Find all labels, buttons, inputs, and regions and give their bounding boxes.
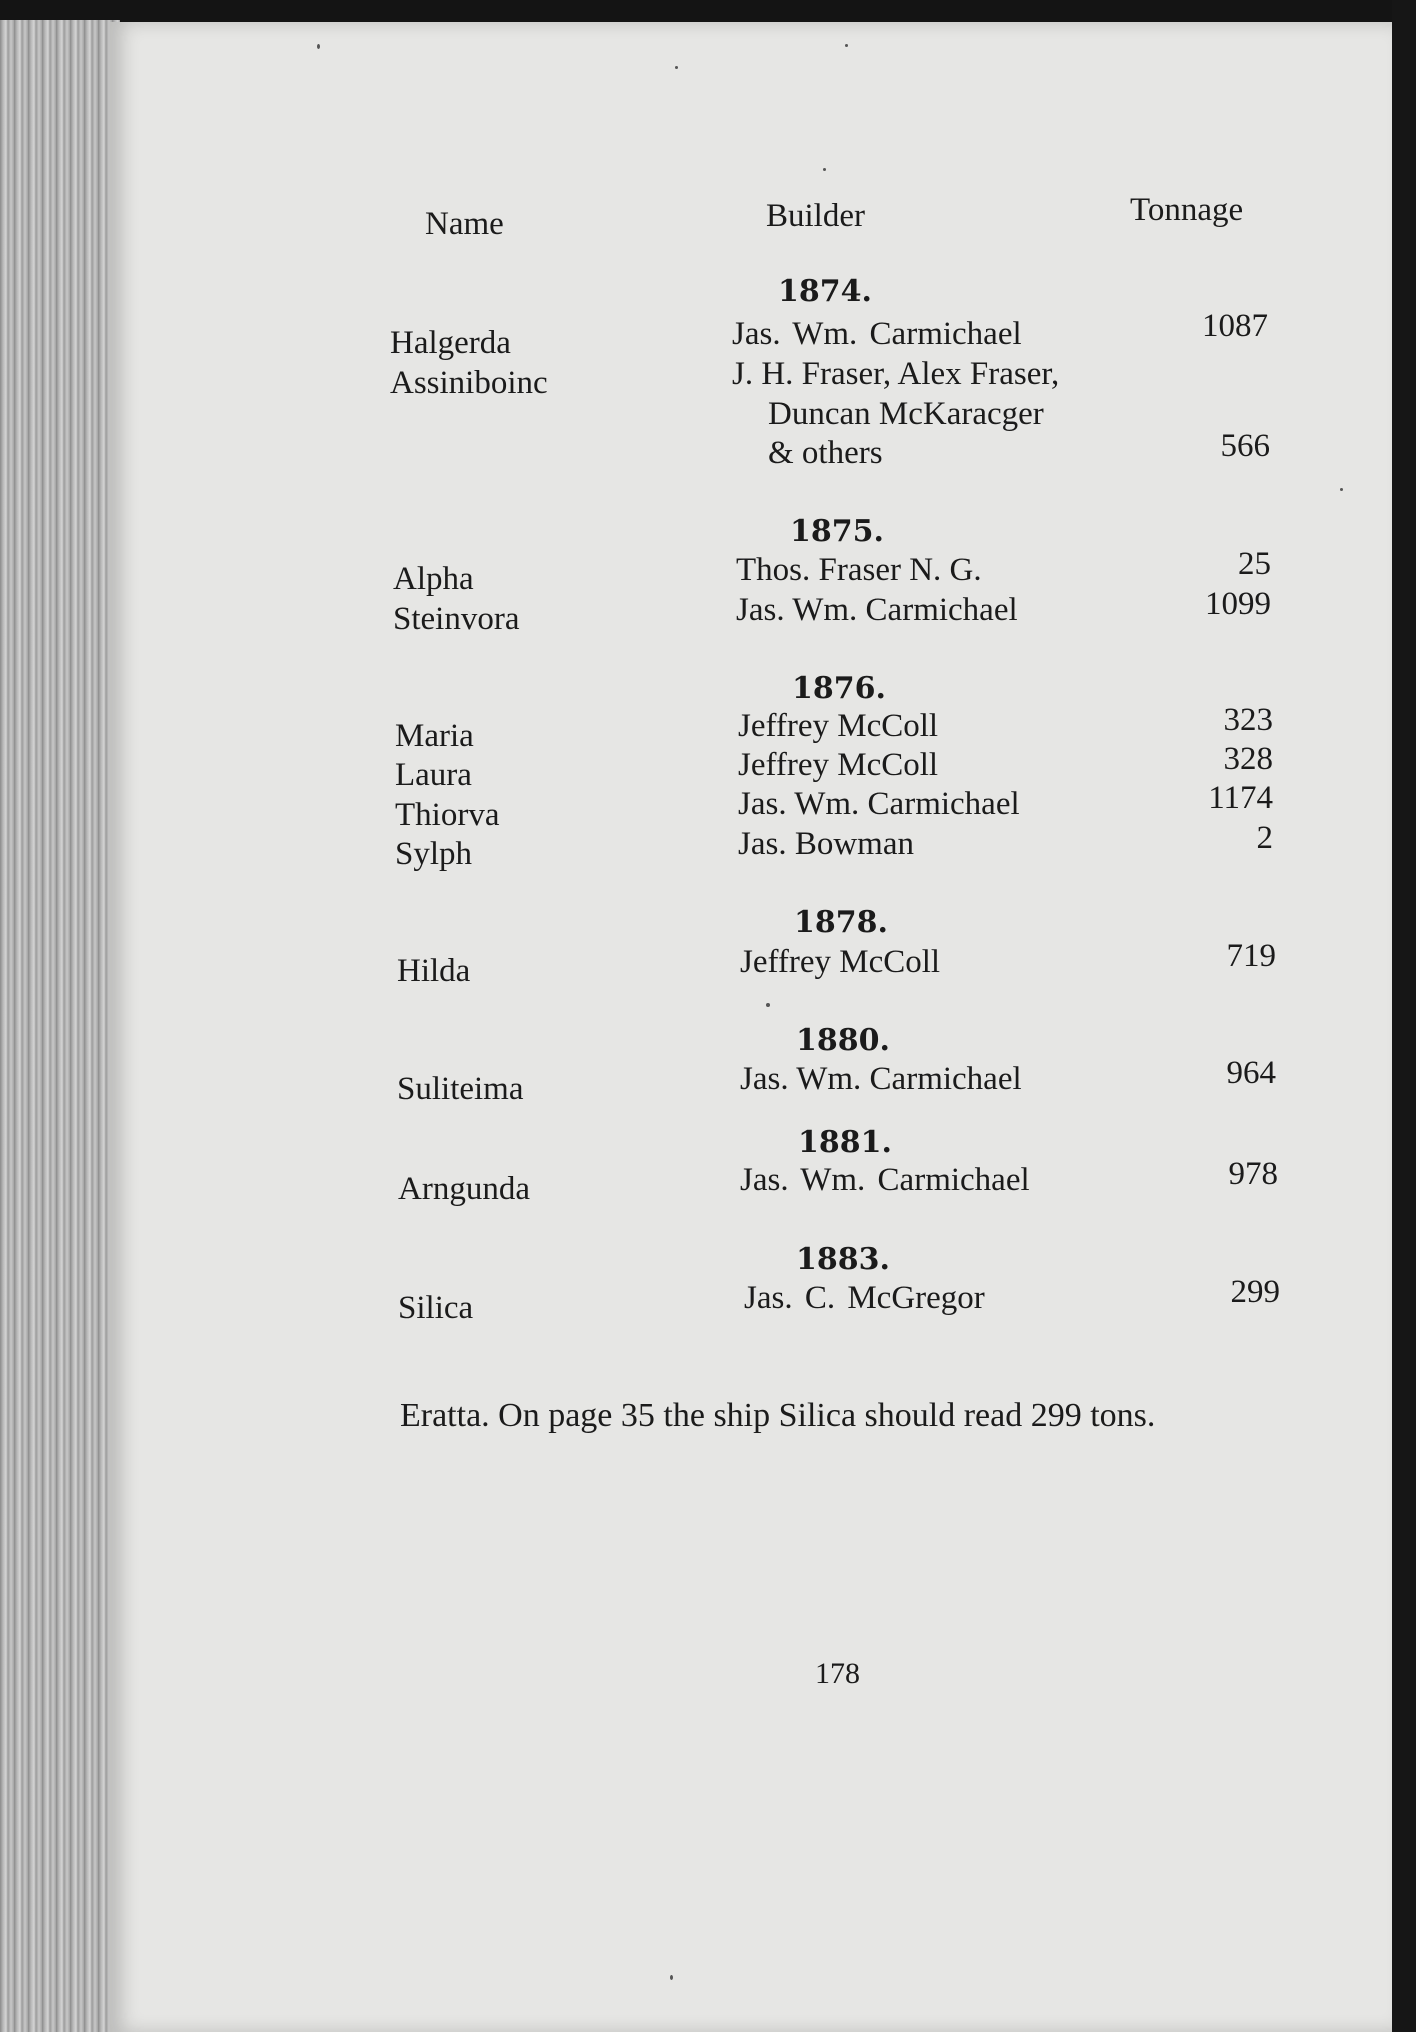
ship-name: Sylph: [395, 836, 473, 872]
ship-builder: Jas. Bowman: [738, 826, 914, 862]
ship-name: Steinvora: [393, 601, 520, 637]
year-heading: 1883.: [796, 1242, 890, 1277]
year-heading: 1878.: [794, 905, 888, 940]
ship-name: Suliteima: [397, 1071, 524, 1107]
ship-builder: Jas. Wm. Carmichael: [740, 1162, 1030, 1198]
ship-builder: Jeffrey McColl: [740, 944, 941, 980]
ship-tonnage: 1174: [1208, 780, 1273, 816]
ship-builder-continued: Duncan McKaracger: [768, 396, 1044, 432]
ship-builder: Jeffrey McColl: [738, 708, 939, 744]
ship-builder: Jas. Wm. Carmichael: [736, 592, 1018, 628]
ship-tonnage: 2: [1256, 820, 1273, 856]
ship-tonnage: 1087: [1202, 308, 1268, 344]
ship-builder: Jas. Wm. Carmichael: [740, 1061, 1022, 1097]
ship-tonnage: 719: [1226, 938, 1276, 974]
ship-name: Hilda: [397, 953, 471, 989]
ship-tonnage: 1099: [1205, 586, 1271, 622]
year-heading: 1881.: [798, 1125, 892, 1160]
ship-tonnage: 25: [1238, 546, 1271, 582]
year-heading: 1875.: [790, 514, 884, 549]
scan-speck: [845, 44, 848, 47]
ship-tonnage: 566: [1220, 428, 1270, 464]
year-heading: 1880.: [796, 1023, 890, 1058]
page-number: 178: [815, 1657, 860, 1690]
header-tonnage: Tonnage: [1130, 192, 1244, 228]
ship-name: Alpha: [393, 561, 474, 597]
ship-tonnage: 978: [1228, 1156, 1278, 1192]
ship-builder: Jas. Wm. Carmichael: [738, 786, 1020, 822]
ship-builder: Jas. C. McGregor: [744, 1280, 985, 1316]
scan-speck: [1340, 488, 1343, 491]
scan-speck: [766, 1003, 770, 1007]
year-heading: 1876.: [792, 671, 886, 706]
page-edges: [0, 20, 120, 2032]
ship-builder: Thos. Fraser N. G.: [736, 552, 982, 588]
ship-builder-continued: & others: [768, 435, 883, 471]
header-builder: Builder: [766, 198, 865, 234]
ship-builder: Jeffrey McColl: [738, 747, 939, 783]
ship-name: Thiorva: [395, 797, 500, 833]
ship-name: Arngunda: [398, 1171, 530, 1207]
ship-tonnage: 964: [1226, 1055, 1276, 1091]
scan-right-border: [1392, 0, 1416, 2032]
scan-top-border: [0, 0, 1416, 22]
erratum-note: Eratta. On page 35 the ship Silica should read 299 tons.: [400, 1397, 1156, 1434]
ship-builder: Jas. Wm. Carmichael: [732, 316, 1022, 352]
scan-speck: [317, 44, 320, 49]
ship-name: Silica: [398, 1290, 474, 1326]
scan-speck: [670, 1975, 673, 1980]
header-name: Name: [425, 206, 504, 242]
year-heading: 1874.: [778, 274, 872, 309]
ship-name: Laura: [395, 757, 472, 793]
ship-name: Halgerda: [390, 325, 511, 361]
scan-speck: [675, 66, 678, 69]
scan-speck: [823, 168, 826, 171]
ship-builder: J. H. Fraser, Alex Fraser,: [732, 356, 1060, 392]
ship-name: Maria: [395, 718, 474, 754]
ship-tonnage: 299: [1230, 1274, 1280, 1310]
ship-tonnage: 323: [1223, 702, 1273, 738]
ship-tonnage: 328: [1223, 741, 1273, 777]
ship-name: Assiniboinc: [390, 365, 548, 401]
